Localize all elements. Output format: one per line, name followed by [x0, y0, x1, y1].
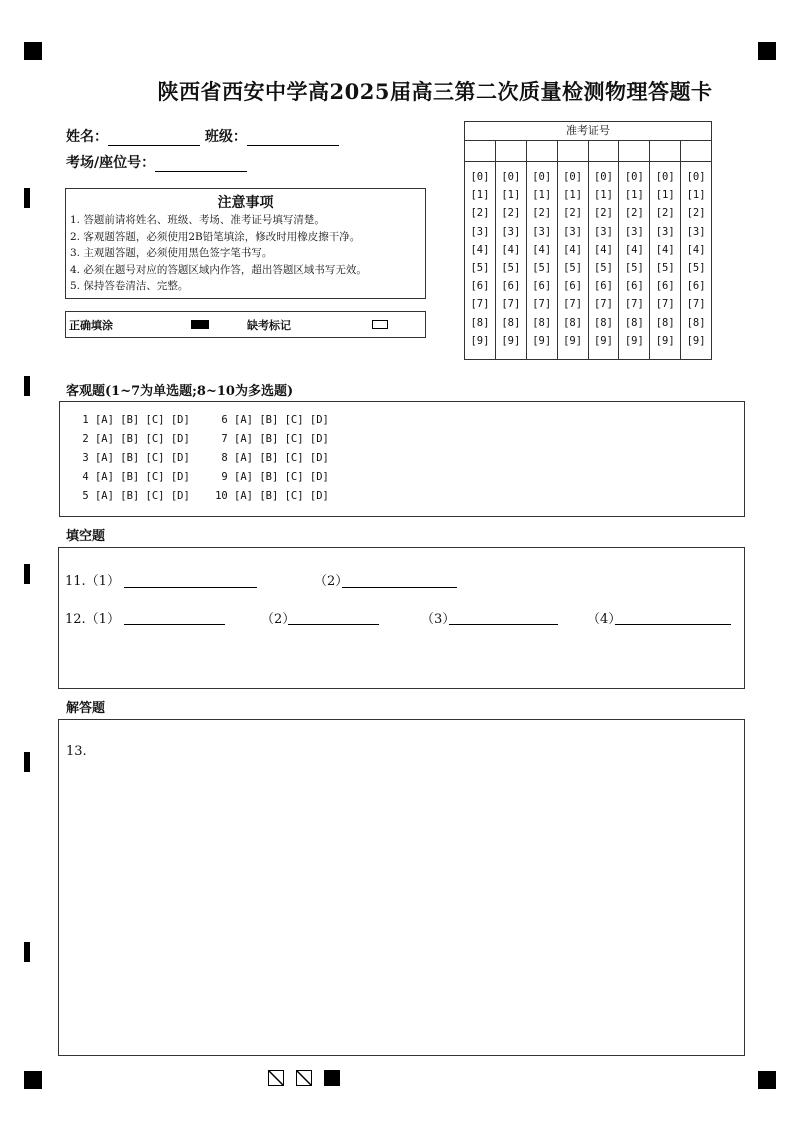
exam-id-bubble[interactable]: [3]	[686, 225, 706, 238]
exam-id-bubble[interactable]: [9]	[655, 334, 675, 347]
timing-mark	[24, 564, 30, 584]
exam-id-bubble[interactable]: [1]	[563, 189, 583, 202]
absent-mark-box[interactable]	[372, 320, 388, 329]
exam-id-bubble[interactable]: [0]	[470, 171, 490, 183]
exam-id-column	[589, 141, 620, 359]
timing-mark	[24, 188, 30, 208]
exam-id-bubble[interactable]: [4]	[563, 243, 583, 256]
page-code-filled-square	[324, 1070, 340, 1086]
objective-row[interactable]: 3 [A] [B] [C] [D] 8 [A] [B] [C] [D]	[76, 452, 329, 464]
objective-row[interactable]: 2 [A] [B] [C] [D] 7 [A] [B] [C] [D]	[76, 433, 329, 445]
timing-mark	[24, 752, 30, 772]
q12-part2-blank[interactable]	[288, 623, 379, 625]
exam-id-bubble[interactable]: [7]	[593, 298, 613, 311]
exam-id-bubble[interactable]: [5]	[655, 262, 675, 274]
q12-part3-label: （3）	[421, 612, 456, 627]
exam-id-bubble[interactable]: [4]	[686, 243, 706, 256]
name-label: 姓名：	[66, 129, 108, 145]
exam-id-bubble[interactable]: [2]	[532, 207, 552, 220]
notice-item: 3. 主观题答题，必须使用黑色签字笔书写。	[70, 247, 273, 259]
exam-id-bubble[interactable]: [2]	[686, 207, 706, 220]
exam-id-digit-write-box[interactable]	[527, 141, 557, 162]
exam-id-bubble[interactable]: [6]	[470, 280, 490, 293]
exam-id-bubble[interactable]: [3]	[593, 225, 613, 238]
answer-section-label: 解答题	[66, 701, 106, 716]
exam-id-column	[681, 141, 711, 359]
correct-fill-label: 正确填涂	[69, 319, 113, 332]
exam-id-bubble[interactable]: [8]	[655, 316, 675, 329]
q11-part1-blank[interactable]	[124, 586, 257, 588]
objective-row[interactable]: 1 [A] [B] [C] [D] 6 [A] [B] [C] [D]	[76, 414, 329, 426]
exam-id-bubble[interactable]: [2]	[470, 207, 490, 220]
timing-mark	[24, 376, 30, 396]
exam-id-column	[496, 141, 527, 359]
exam-id-header: 准考证号	[465, 122, 711, 141]
exam-id-bubble[interactable]: [1]	[593, 189, 613, 202]
exam-id-bubble[interactable]: [3]	[470, 225, 490, 238]
exam-id-bubble[interactable]: [0]	[532, 171, 552, 183]
exam-id-bubble[interactable]: [5]	[501, 262, 521, 274]
marking-box	[65, 311, 426, 338]
exam-id-bubble[interactable]: [5]	[686, 262, 706, 274]
exam-id-digit-write-box[interactable]	[465, 141, 495, 162]
notice-item: 5. 保持答卷清洁、完整。	[70, 280, 189, 292]
exam-id-bubble[interactable]: [8]	[470, 316, 490, 329]
q13-label: 13.	[66, 744, 87, 759]
exam-id-bubble[interactable]: [0]	[593, 171, 613, 183]
registration-mark-top-left	[24, 42, 42, 60]
exam-id-bubble[interactable]: [0]	[563, 171, 583, 183]
exam-id-bubble[interactable]: [1]	[624, 189, 644, 202]
notice-item: 1. 答题前请将姓名、班级、考场、准考证号填写清楚。	[70, 214, 325, 226]
name-field[interactable]	[108, 145, 200, 146]
q12-part4-label: （4）	[587, 612, 622, 627]
exam-id-bubble[interactable]: [0]	[501, 171, 521, 183]
exam-id-column	[619, 141, 650, 359]
exam-id-digit-write-box[interactable]	[650, 141, 680, 162]
q12-part1-blank[interactable]	[124, 623, 225, 625]
exam-id-bubble[interactable]: [4]	[501, 243, 521, 256]
objective-section-label: 客观题(1~7为单选题;8~10为多选题)	[66, 384, 294, 399]
exam-id-column	[558, 141, 589, 359]
exam-id-bubble[interactable]: [3]	[563, 225, 583, 238]
exam-id-bubble[interactable]: [5]	[563, 262, 583, 274]
exam-id-bubble[interactable]: [2]	[593, 207, 613, 220]
exam-id-bubble[interactable]: [2]	[655, 207, 675, 220]
registration-mark-bottom-right	[758, 1071, 776, 1089]
exam-id-bubble[interactable]: [7]	[532, 298, 552, 311]
exam-id-column	[527, 141, 558, 359]
exam-id-column	[650, 141, 681, 359]
exam-id-bubble[interactable]: [8]	[593, 316, 613, 329]
exam-id-bubble[interactable]: [4]	[655, 243, 675, 256]
seat-label: 考场/座位号：	[66, 155, 156, 171]
q11-part2-blank[interactable]	[342, 586, 457, 588]
exam-id-digit-write-box[interactable]	[619, 141, 649, 162]
exam-id-bubble[interactable]: [9]	[686, 334, 706, 347]
exam-id-bubble[interactable]: [8]	[563, 316, 583, 329]
exam-id-bubble[interactable]: [9]	[593, 334, 613, 347]
exam-id-bubble[interactable]: [9]	[532, 334, 552, 347]
exam-id-bubble[interactable]: [9]	[501, 334, 521, 347]
objective-answer-box	[59, 401, 745, 517]
name-row	[66, 126, 339, 146]
answer-box-13[interactable]	[58, 719, 745, 1056]
exam-id-bubble[interactable]: [7]	[624, 298, 644, 311]
exam-id-bubble[interactable]: [6]	[686, 280, 706, 293]
q12-part2-label: （2）	[261, 612, 296, 627]
exam-id-digit-write-box[interactable]	[558, 141, 588, 162]
exam-id-bubble[interactable]: [0]	[686, 171, 706, 183]
exam-id-bubble[interactable]: [6]	[593, 280, 613, 293]
exam-id-bubble[interactable]: [5]	[470, 262, 490, 274]
exam-id-bubble[interactable]: [6]	[563, 280, 583, 293]
exam-id-bubble[interactable]: [4]	[532, 243, 552, 256]
registration-mark-bottom-left	[24, 1071, 42, 1089]
exam-id-bubble[interactable]: [6]	[624, 280, 644, 293]
class-field[interactable]	[247, 145, 339, 146]
q11-part2-label: （2）	[314, 574, 349, 589]
exam-id-bubble[interactable]: [4]	[624, 243, 644, 256]
seat-field[interactable]	[155, 171, 247, 172]
exam-id-bubble[interactable]: [1]	[655, 189, 675, 202]
exam-id-bubble[interactable]: [3]	[501, 225, 521, 238]
exam-id-bubble[interactable]: [7]	[470, 298, 490, 311]
objective-row[interactable]: 5 [A] [B] [C] [D] 10 [A] [B] [C] [D]	[76, 490, 329, 502]
exam-id-bubble[interactable]: [6]	[501, 280, 521, 293]
exam-id-bubble[interactable]: [8]	[532, 316, 552, 329]
exam-id-bubble[interactable]: [9]	[470, 334, 490, 347]
exam-id-bubble[interactable]: [3]	[532, 225, 552, 238]
exam-id-column	[465, 141, 496, 359]
timing-mark	[24, 942, 30, 962]
exam-id-bubble[interactable]: [2]	[624, 207, 644, 220]
exam-id-bubble[interactable]: [7]	[686, 298, 706, 311]
q12-part3-blank[interactable]	[449, 623, 558, 625]
exam-id-bubble[interactable]: [9]	[624, 334, 644, 347]
exam-id-bubble[interactable]: [0]	[655, 171, 675, 183]
class-label: 班级：	[204, 129, 247, 145]
exam-id-bubble[interactable]: [7]	[563, 298, 583, 311]
fill-blank-section-label: 填空题	[66, 529, 106, 544]
exam-id-bubble[interactable]: [1]	[501, 189, 521, 202]
exam-id-digit-write-box[interactable]	[496, 141, 526, 162]
exam-id-bubble[interactable]: [4]	[470, 243, 490, 256]
exam-id-bubble[interactable]: [1]	[470, 189, 490, 202]
exam-id-table	[464, 121, 712, 360]
exam-id-columns	[465, 141, 711, 359]
q12-part1-label: 12.（1）	[65, 612, 120, 627]
q11-part1-label: 11.（1）	[65, 574, 120, 589]
exam-id-bubble[interactable]: [8]	[686, 316, 706, 329]
exam-id-bubble[interactable]: [2]	[563, 207, 583, 220]
exam-id-bubble[interactable]: [7]	[655, 298, 675, 311]
seat-row	[66, 152, 247, 172]
notice-item: 4. 必须在题号对应的答题区域内作答，超出答题区域书写无效。	[70, 263, 367, 276]
correct-fill-sample	[191, 320, 209, 329]
exam-id-bubble[interactable]: [5]	[593, 262, 613, 274]
exam-id-bubble[interactable]: [2]	[501, 207, 521, 220]
page-code-slash-square	[296, 1070, 312, 1086]
absent-mark-label: 缺考标记	[247, 319, 291, 332]
objective-row[interactable]: 4 [A] [B] [C] [D] 9 [A] [B] [C] [D]	[76, 471, 329, 483]
exam-id-bubble[interactable]: [1]	[532, 189, 552, 202]
exam-id-bubble[interactable]: [7]	[501, 298, 521, 311]
exam-id-bubble[interactable]: [4]	[593, 243, 613, 256]
q12-part4-blank[interactable]	[615, 623, 731, 625]
exam-id-bubble[interactable]: [5]	[624, 262, 644, 274]
exam-id-digit-write-box[interactable]	[589, 141, 619, 162]
notice-title: 注意事项	[217, 195, 274, 211]
notice-box	[65, 188, 426, 299]
exam-id-bubble[interactable]: [9]	[563, 334, 583, 347]
exam-id-bubble[interactable]: [8]	[501, 316, 521, 329]
page-title: 陕西省西安中学高2025届高三第二次质量检测物理答题卡	[157, 79, 713, 104]
fill-blank-box	[58, 547, 745, 689]
exam-id-bubble[interactable]: [8]	[624, 316, 644, 329]
exam-id-bubble[interactable]: [6]	[532, 280, 552, 293]
exam-id-digit-write-box[interactable]	[681, 141, 711, 162]
exam-id-bubble[interactable]: [0]	[624, 171, 644, 183]
exam-id-bubble[interactable]: [3]	[624, 225, 644, 238]
page-code-slash-square	[268, 1070, 284, 1086]
exam-id-bubble[interactable]: [5]	[532, 262, 552, 274]
exam-id-bubble[interactable]: [3]	[655, 225, 675, 238]
exam-id-bubble[interactable]: [1]	[686, 189, 706, 202]
exam-id-bubble[interactable]: [6]	[655, 280, 675, 293]
notice-item: 2. 客观题答题，必须使用2B铅笔填涂，修改时用橡皮擦干净。	[70, 230, 361, 243]
registration-mark-top-right	[758, 42, 776, 60]
